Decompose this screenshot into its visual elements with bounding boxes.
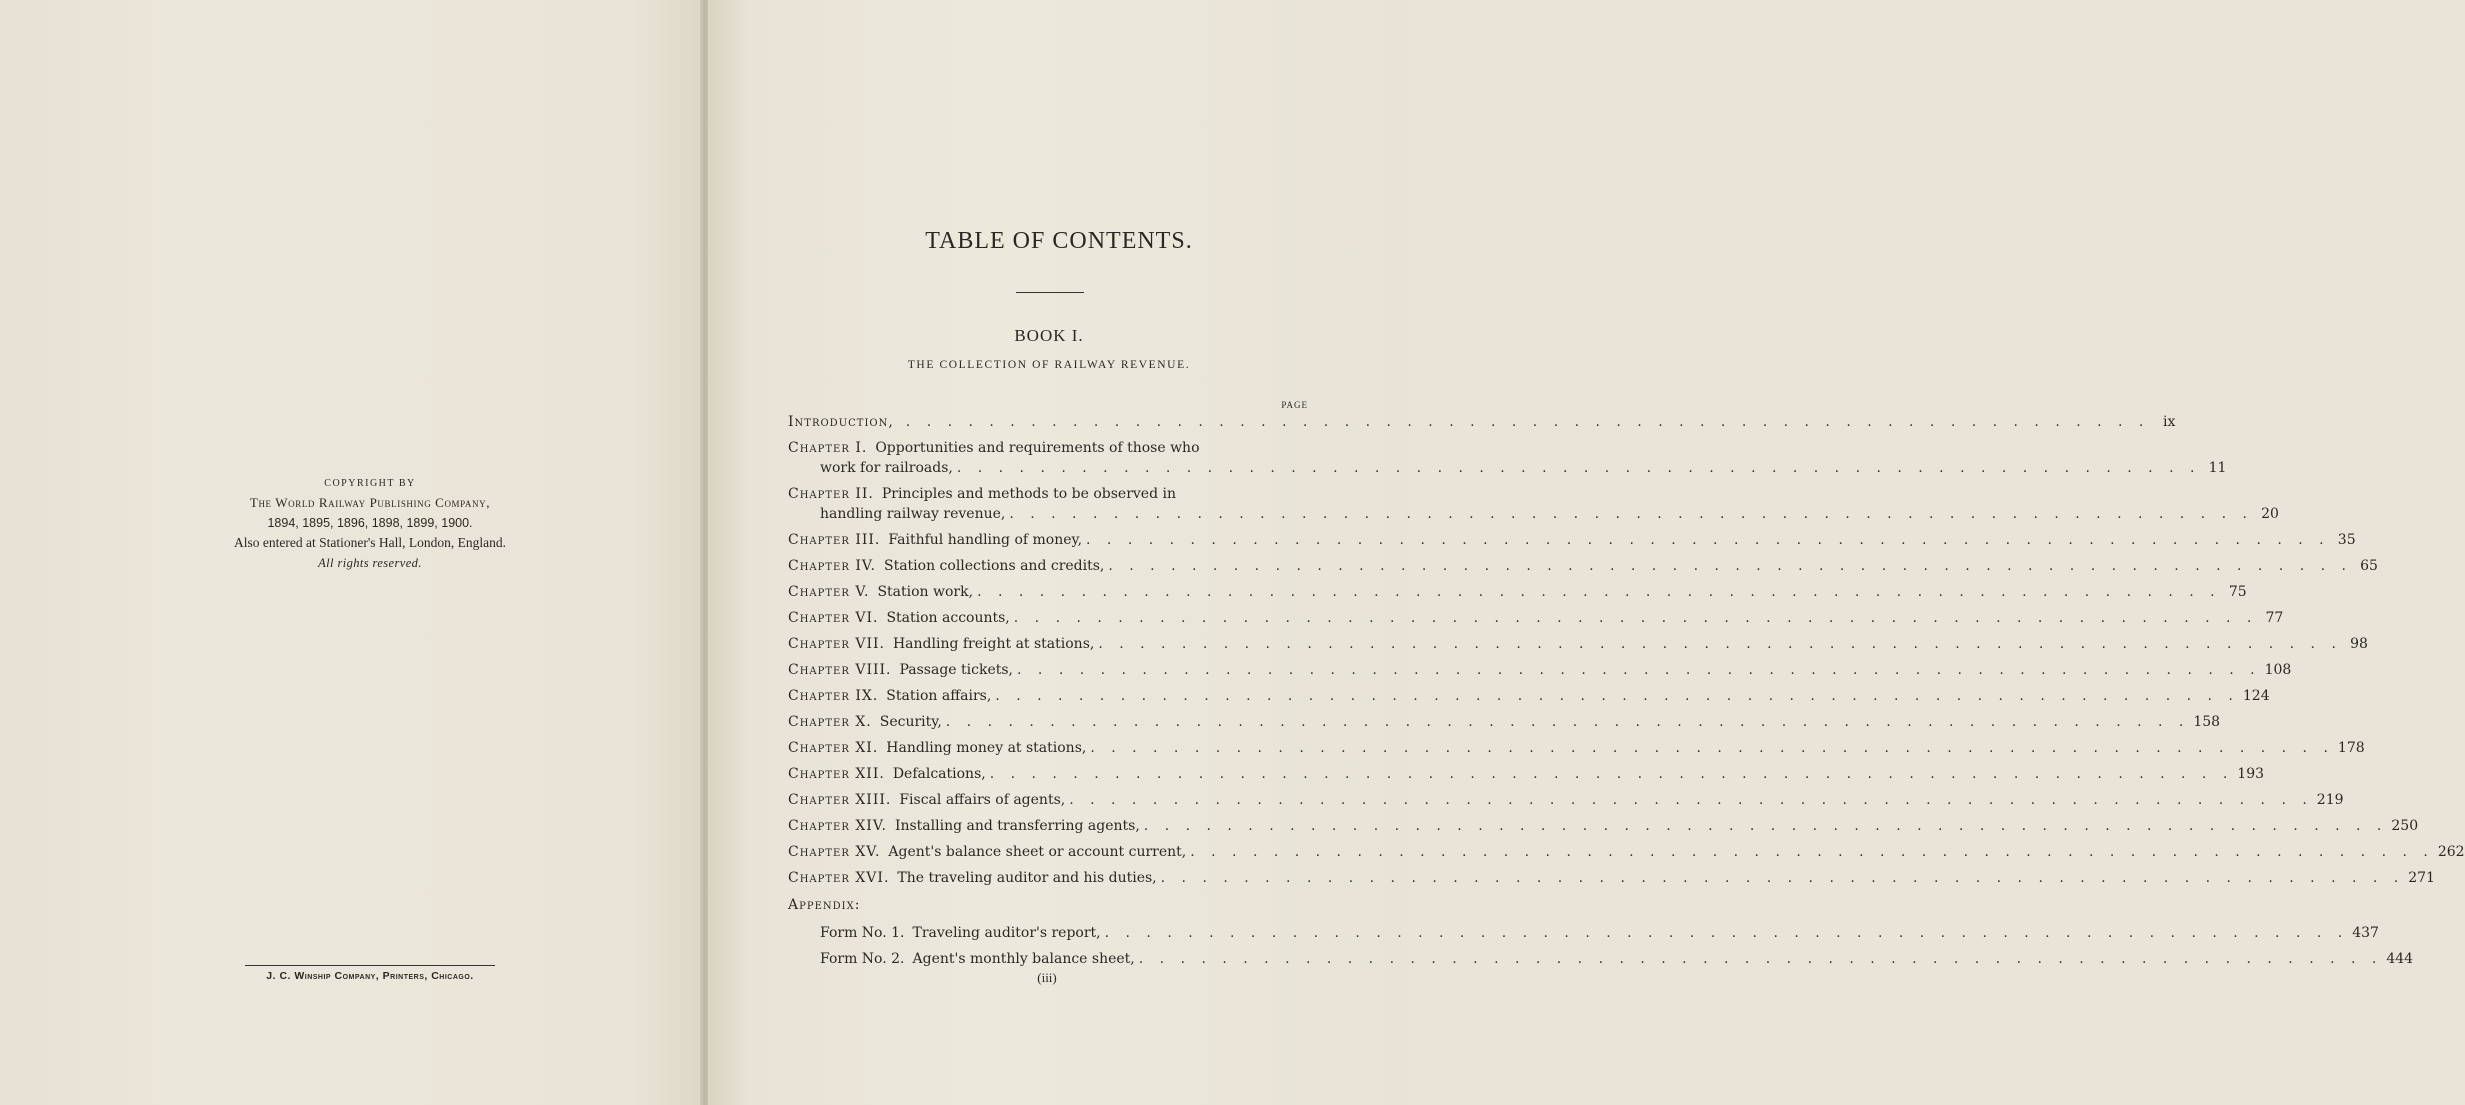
entry-title: Station accounts, (886, 610, 1010, 626)
page-folio: (iii) (1037, 970, 1057, 985)
stationers-hall-note: Also entered at Stationer's Hall, London, England. (234, 535, 506, 550)
entry-title: Agent's monthly balance sheet, (912, 951, 1135, 967)
entry-title: Traveling auditor's report, (912, 925, 1101, 941)
page-number: 219 (2316, 792, 2344, 808)
entry-title: Opportunities and requirements of those who (875, 440, 1200, 456)
dot-leader: . . . . . . . . . . . . . . . . . . . . . . . . . . . . . . . . . . . . . . . . . . . . . . . . . . . . . . . . . . . . (1009, 506, 2253, 522)
publisher-name: The World Railway Publishing Company, (249, 495, 491, 510)
entry-title: Faithful handling of money, (888, 532, 1083, 548)
toc-entry-chapter (788, 530, 2356, 550)
page-title: TABLE OF CONTENTS. (925, 228, 1193, 254)
entry-title: Handling freight at stations, (892, 636, 1095, 652)
toc-entry-chapter (788, 634, 2368, 654)
toc-entry-chapter (788, 660, 2292, 680)
entry-title: Station work, (877, 584, 974, 600)
toc-entry-continuation (820, 458, 2227, 478)
appendix-label: Appendix: (788, 897, 861, 913)
entry-title: Defalcations, (892, 766, 986, 782)
page-number: 437 (2352, 925, 2379, 941)
page-number: 65 (2360, 558, 2378, 574)
entry-title: Agent's balance sheet or account current, (888, 844, 1187, 860)
dot-leader: . . . . . . . . . . . . . . . . . . . . . . . . . . . . . . . . . . . . . . . . . . . . . . . . . . . . . . . . . . . . (995, 688, 2239, 704)
dot-leader: . . . . . . . . . . . . . . . . . . . . . . . . . . . . . . . . . . . . . . . . . . . . . . . . . . . . . . . . . . . . (1160, 870, 2405, 886)
page-number: 124 (2242, 688, 2270, 704)
title-divider (1016, 292, 1084, 293)
dot-leader: . . . . . . . . . . . . . . . . . . . . . . . . . . . . . . . . . . . . . . . . . . . . . . . . . . . . . . . . . . . . (1069, 792, 2313, 808)
entry-title: Passage tickets, (899, 662, 1014, 678)
page-number: 77 (2265, 610, 2284, 626)
entry-title: Principles and methods to be observed in (881, 486, 1176, 502)
toc-entry-chapter (788, 484, 1276, 504)
entry-label: Chapter III. (788, 532, 881, 548)
entry-label: Chapter XV. (788, 844, 881, 860)
entry-label: Chapter IX. (788, 688, 879, 704)
toc-entry-chapter (788, 868, 2435, 888)
page-number: 108 (2264, 662, 2292, 678)
page-number: 271 (2408, 870, 2435, 886)
toc-entry-appendix (820, 923, 2379, 943)
toc-entry-appendix (820, 949, 2414, 969)
toc-entry-chapter (788, 842, 2465, 862)
dot-leader: . . . . . . . . . . . . . . . . . . . . . . . . . . . . . . . . . . . . . . . . . . . . . . . . . . . . . . . . . . . . (1108, 558, 2352, 574)
dot-leader: . . . . . . . . . . . . . . . . . . . . . . . . . . . . . . . . . . . . . . . . . . . . . . . . . . . . . . . . . . . . (1013, 610, 2258, 626)
dot-leader: . . . . . . . . . . . . . . . . . . . . . . . . . . . . . . . . . . . . . . . . . . . . . . . . . . . . . . . . . . . . (1090, 740, 2334, 756)
book-subtitle: THE COLLECTION OF RAILWAY REVENUE. (907, 359, 1191, 371)
dot-leader: . . . . . . . . . . . . . . . . . . . . . . . . . . . . . . . . . . . . . . . . . . . . . . . . . . . . . . . . . . . . (977, 584, 2221, 600)
printer-credit: J. C. Winship Company, Printers, Chicago. (266, 970, 474, 982)
page-number: 178 (2337, 740, 2365, 756)
dot-leader: . . . . . . . . . . . . . . . . . . . . . . . . . . . . . . . . . . . . . . . . . . . . . . . . . . . . . . . . . . . . (1104, 925, 2349, 941)
entry-label: Chapter XIII. (788, 792, 892, 808)
dot-leader: . . . . . . . . . . . . . . . . . . . . . . . . . . . . . . . . . . . . . . . . . . . . . . . . . . . . . . . . . . . . (905, 414, 2150, 430)
toc-entry-chapter (788, 738, 2365, 758)
page-number: 158 (2193, 714, 2221, 730)
entry-label: Chapter IV. (788, 558, 876, 574)
toc-entry-chapter (788, 764, 2265, 784)
entry-title: The traveling auditor and his duties, (897, 870, 1157, 886)
entry-title: Station collections and credits, (883, 558, 1105, 574)
entry-label: Chapter XII. (788, 766, 885, 782)
page-number: 11 (2208, 460, 2227, 476)
toc-entry-continuation (820, 504, 2279, 524)
entry-label: Chapter XI. (788, 740, 879, 756)
entry-label: Chapter V. (788, 584, 870, 600)
toc-entry-chapter (788, 608, 2284, 628)
page-number: 444 (2386, 951, 2414, 967)
rights-reserved: All rights reserved. (318, 556, 422, 570)
entry-title: Handling money at stations, (886, 740, 1087, 756)
entry-label: Form No. 1. (820, 925, 905, 941)
toc-entry-chapter (788, 712, 2221, 732)
page-column-label: PAGE (1281, 400, 1308, 410)
toc-entry-chapter (788, 686, 2270, 706)
dot-leader: . . . . . . . . . . . . . . . . . . . . . . . . . . . . . . . . . . . . . . . . . . . . . . . . . . . . . . . . . . . . (1143, 818, 2388, 834)
entry-label: Form No. 2. (820, 951, 905, 967)
toc-entry-chapter (788, 790, 2344, 810)
entry-title: Fiscal affairs of agents, (899, 792, 1066, 808)
entry-label: Chapter VIII. (788, 662, 892, 678)
page-number: 250 (2391, 818, 2419, 834)
page-number: 35 (2337, 532, 2356, 548)
entry-title: handling railway revenue, (820, 506, 1006, 522)
page-number: 75 (2228, 584, 2247, 600)
copyright-years: 1894, 1895, 1896, 1898, 1899, 1900. (267, 516, 473, 530)
entry-label: Chapter X. (788, 714, 872, 730)
dot-leader: . . . . . . . . . . . . . . . . . . . . . . . . . . . . . . . . . . . . . . . . . . . . . . . . . . . . . . . . . . . . (989, 766, 2234, 782)
entry-label: Chapter XIV. (788, 818, 887, 834)
dot-leader: . . . . . . . . . . . . . . . . . . . . . . . . . . . . . . . . . . . . . . . . . . . . . . . . . . . . . . . . . . . . (1190, 844, 2434, 860)
dot-leader: . . . . . . . . . . . . . . . . . . . . . . . . . . . . . . . . . . . . . . . . . . . . . . . . . . . . . . . . . . . . (1138, 951, 2383, 967)
entry-title: Security, (879, 714, 942, 730)
entry-title: Installing and transferring agents, (894, 818, 1140, 834)
page-number: 98 (2350, 636, 2368, 652)
entry-label: Chapter VII. (788, 636, 885, 652)
entry-label: Introduction, (788, 414, 894, 430)
page-number: 193 (2237, 766, 2265, 782)
dot-leader: . . . . . . . . . . . . . . . . . . . . . . . . . . . . . . . . . . . . . . . . . . . . . . . . . . . . . . . . . . . . (1098, 636, 2342, 652)
dot-leader: . . . . . . . . . . . . . . . . . . . . . . . . . . . . . . . . . . . . . . . . . . . . . . . . . . . . . . . . . . . . (945, 714, 2190, 730)
page-number: 262 (2437, 844, 2465, 860)
page-number: 20 (2261, 506, 2279, 522)
book-heading: BOOK I. (1014, 326, 1084, 345)
entry-title: Station affairs, (886, 688, 992, 704)
dot-leader: . . . . . . . . . . . . . . . . . . . . . . . . . . . . . . . . . . . . . . . . . . . . . . . . . . . . . . . . . . . . (1086, 532, 2330, 548)
entry-label: Chapter I. (788, 440, 868, 456)
toc-entry-introduction (788, 412, 2176, 432)
entry-title: work for railroads, (820, 460, 953, 476)
toc-entry-chapter (788, 816, 2419, 836)
dot-leader: . . . . . . . . . . . . . . . . . . . . . . . . . . . . . . . . . . . . . . . . . . . . . . . . . . . . . . . . . . . . (956, 460, 2201, 476)
dot-leader: . . . . . . . . . . . . . . . . . . . . . . . . . . . . . . . . . . . . . . . . . . . . . . . . . . . . . . . . . . . . (1017, 662, 2261, 678)
entry-label: Chapter II. (788, 486, 874, 502)
toc-entry-chapter (788, 582, 2247, 602)
toc-entry-chapter (788, 438, 1276, 458)
copyright-label: COPYRIGHT BY (324, 478, 416, 489)
entry-label: Chapter VI. (788, 610, 879, 626)
toc-entry-chapter (788, 556, 2378, 576)
entry-label: Chapter XVI. (788, 870, 890, 886)
printer-divider (245, 965, 495, 966)
copyright-block (150, 478, 590, 571)
page-number: ix (2163, 414, 2176, 430)
